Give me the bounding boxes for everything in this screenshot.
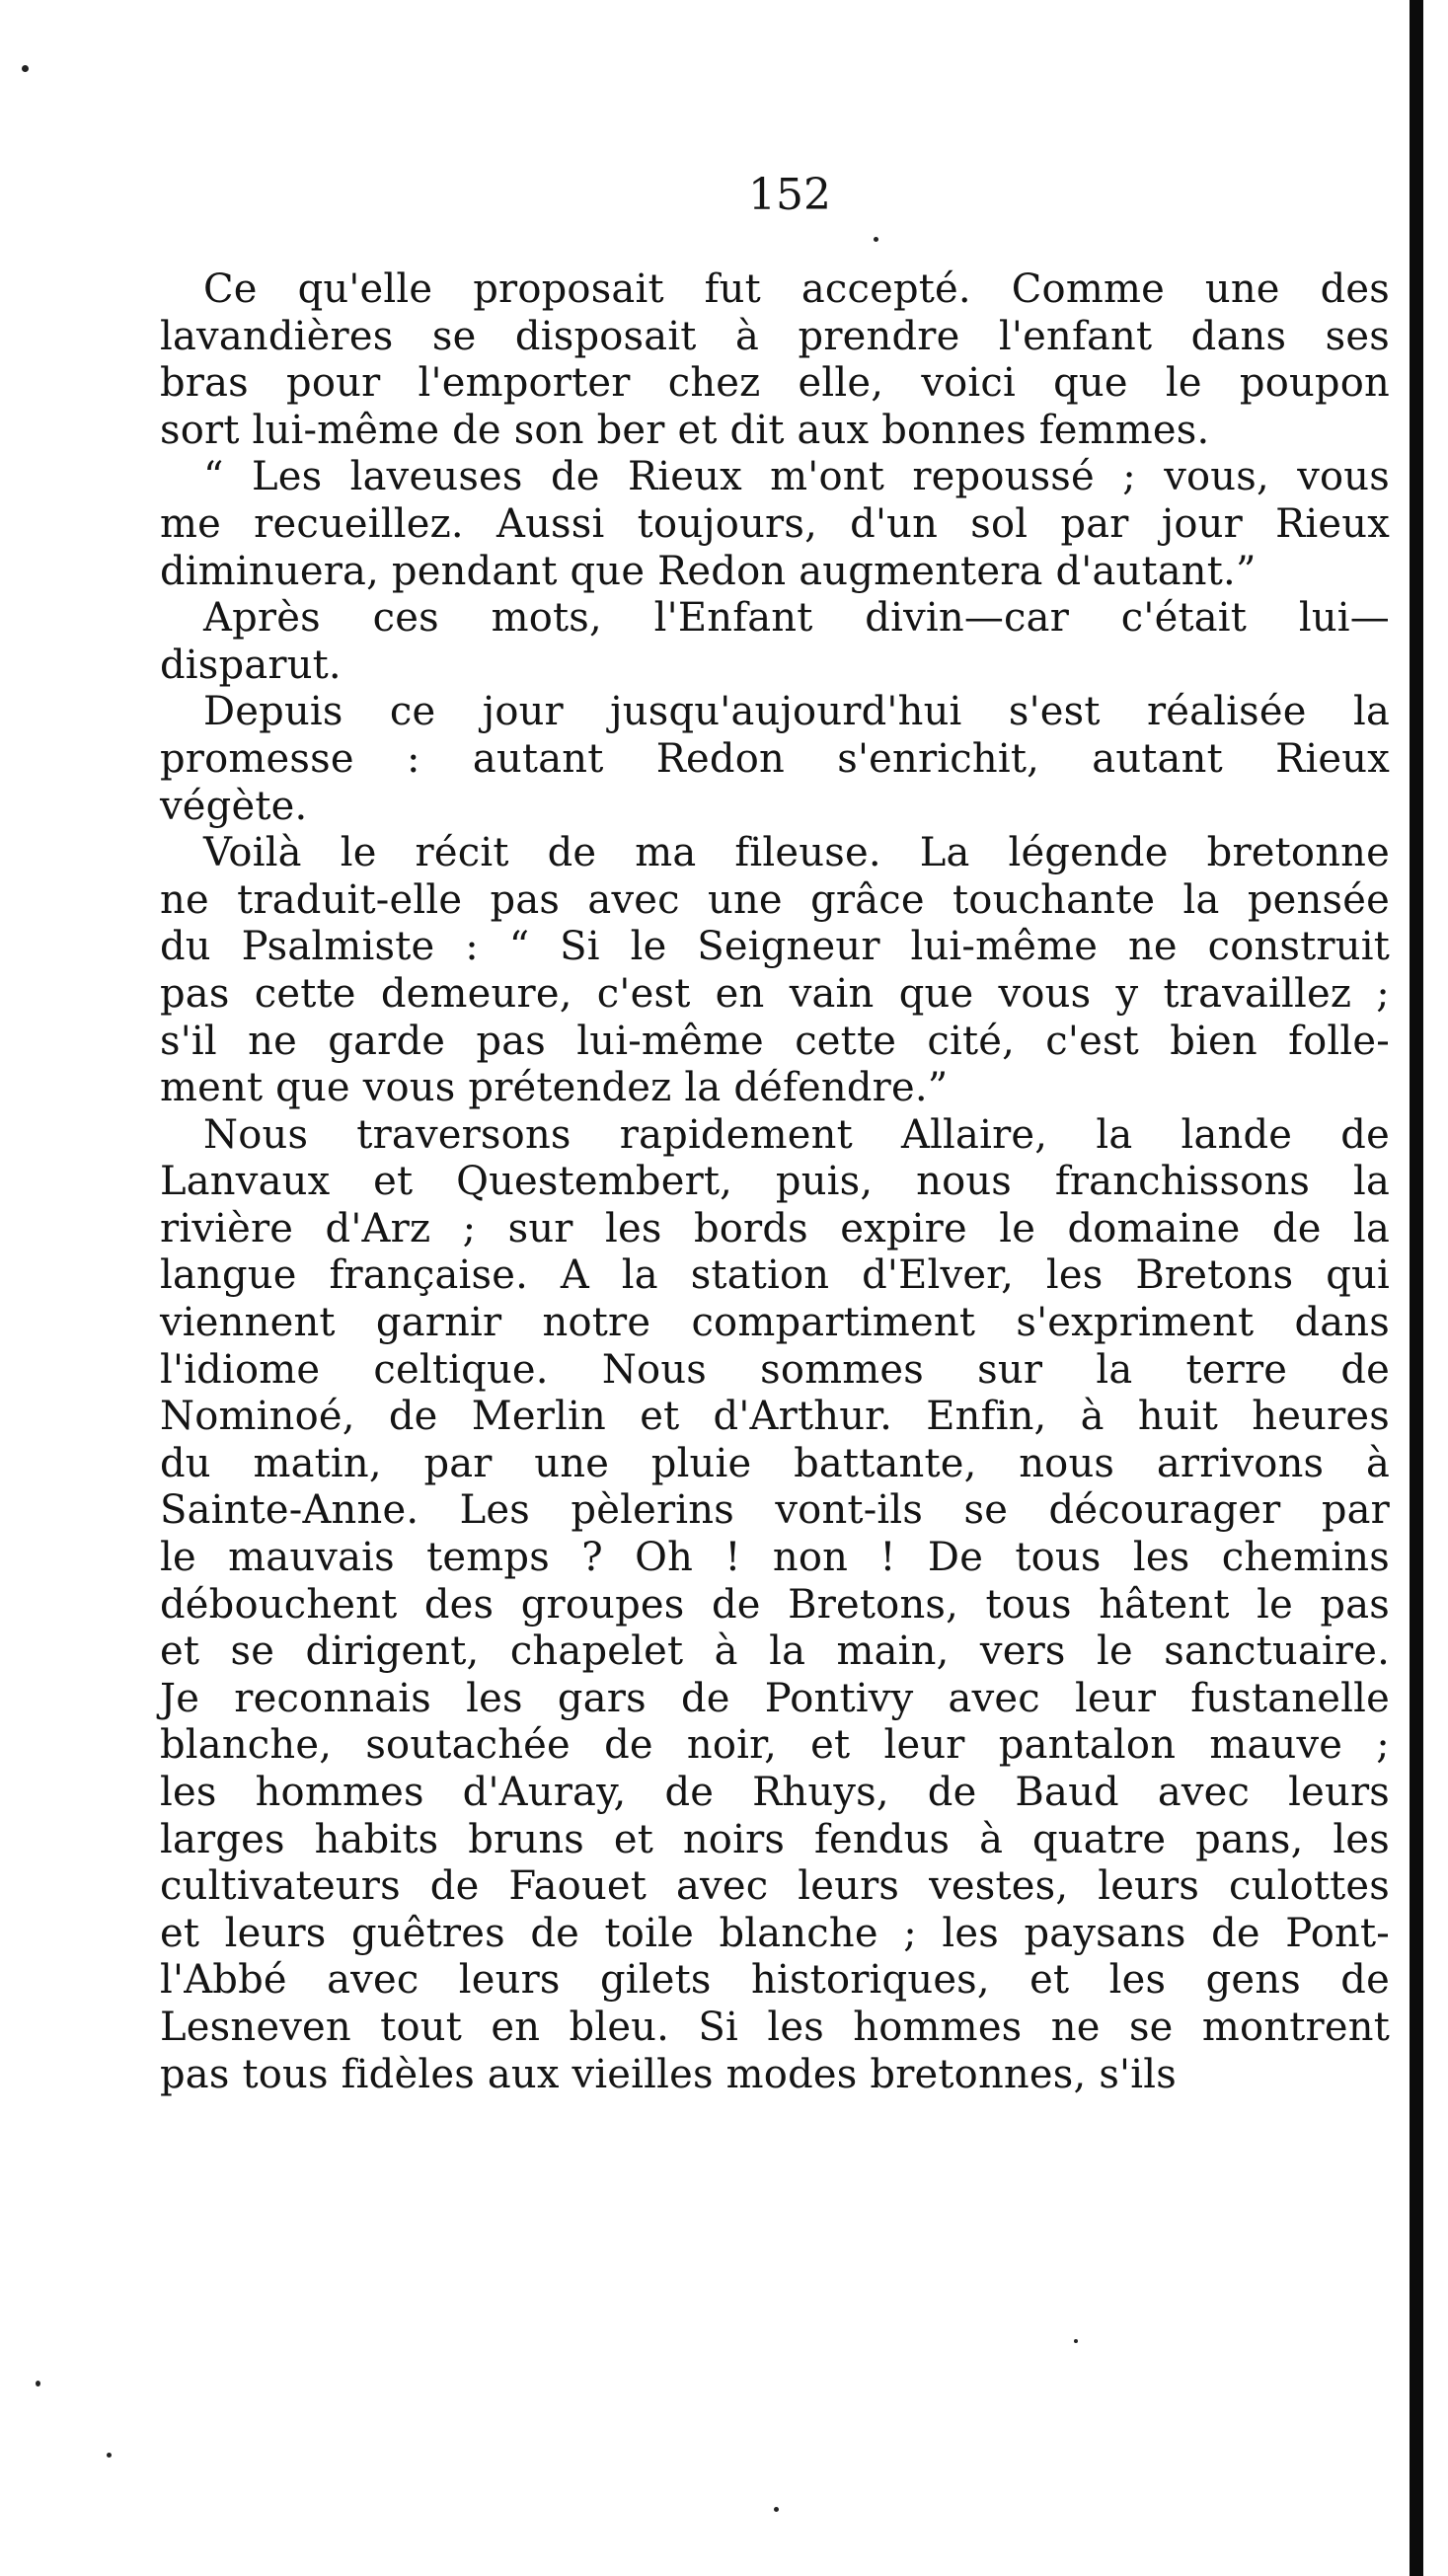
text-line: l'Abbé avec leurs gilets historiques, et les gens de bbox=[160, 1957, 1390, 2004]
text-line: promesse : autant Redon s'enrichit, autant Rieux bbox=[160, 735, 1390, 782]
paragraph bbox=[116, 1112, 1390, 2098]
text-line: Lesneven tout en bleu. Si les hommes ne se montrent bbox=[160, 2004, 1390, 2050]
text-line: larges habits bruns et noirs fendus à quatre pans, les bbox=[160, 1816, 1390, 1862]
paragraph bbox=[116, 595, 1390, 689]
text-line: diminuera, pendant que Redon augmentera d'autant.” bbox=[160, 548, 1257, 594]
text-line: langue française. A la station d'Elver, les Bretons qui bbox=[160, 1252, 1390, 1299]
text-line: Lanvaux et Questembert, puis, nous franchissons la bbox=[160, 1159, 1390, 1205]
text-line: les hommes d'Auray, de Rhuys, de Baud avec leurs bbox=[160, 1770, 1390, 1815]
text-line: rivière d'Arz ; sur les bords expire le domaine de la bbox=[160, 1205, 1390, 1251]
text-line: blanche, soutachée de noir, et leur pantalon mauve ; bbox=[160, 1722, 1390, 1769]
scan-speck bbox=[107, 2453, 112, 2458]
scan-speck bbox=[36, 2381, 40, 2387]
text-line: cultivateurs de Faouet avec leurs vestes, leurs culottes bbox=[160, 1863, 1390, 1910]
page-number: 152 bbox=[748, 170, 831, 220]
text-line: Voilà le récit de ma fileuse. La légende bretonne bbox=[203, 830, 1390, 876]
text-line: viennent garnir notre compartiment s'expriment dans bbox=[160, 1300, 1390, 1346]
paragraph bbox=[116, 830, 1390, 1112]
text-line: “ Les laveuses de Rieux m'ont repoussé ; vous, vous bbox=[203, 454, 1390, 500]
text-line: le mauvais temps ? Oh ! non ! De tous les chemins bbox=[160, 1535, 1390, 1581]
page-text bbox=[116, 266, 1390, 2098]
text-line: du matin, par une pluie battante, nous arrivons à bbox=[160, 1440, 1390, 1486]
text-line: s'il ne garde pas lui-même cette cité, c'est bien folle- bbox=[160, 1018, 1390, 1064]
paragraph bbox=[116, 266, 1390, 454]
text-line: végète. bbox=[160, 783, 308, 829]
text-line: disparut. bbox=[160, 642, 342, 688]
text-line: et se dirigent, chapelet à la main, vers le sanctuaire. bbox=[160, 1629, 1390, 1675]
paragraph bbox=[116, 689, 1390, 830]
scan-speck bbox=[1074, 2339, 1078, 2343]
scan-edge-shadow bbox=[1410, 0, 1423, 2576]
text-line: l'idiome celtique. Nous sommes sur la terre de bbox=[160, 1346, 1390, 1393]
text-line: Depuis ce jour jusqu'aujourd'hui s'est réalisée la bbox=[203, 689, 1390, 735]
text-line: Ce qu'elle proposait fut accepté. Comme une des bbox=[203, 266, 1390, 312]
text-line: pas cette demeure, c'est en vain que vous y travaillez ; bbox=[160, 970, 1390, 1017]
scan-speck bbox=[874, 237, 878, 242]
text-line: me recueillez. Aussi toujours, d'un sol par jour Rieux bbox=[160, 500, 1390, 547]
text-line: Sainte-Anne. Les pèlerins vont-ils se décourager par bbox=[160, 1487, 1390, 1534]
text-line: du Psalmiste : “ Si le Seigneur lui-même ne construit bbox=[160, 924, 1390, 970]
text-line: bras pour l'emporter chez elle, voici que le poupon bbox=[160, 360, 1390, 407]
text-line: Je reconnais les gars de Pontivy avec leur fustanelle bbox=[160, 1675, 1390, 1721]
text-line: sort lui-même de son ber et dit aux bonnes femmes. bbox=[160, 407, 1210, 453]
scan-speck bbox=[774, 2507, 779, 2512]
text-line: ment que vous prétendez la défendre.” bbox=[160, 1065, 949, 1111]
text-line: pas tous fidèles aux vieilles modes bretonnes, s'ils bbox=[160, 2051, 1177, 2097]
text-line: et leurs guêtres de toile blanche ; les paysans de Pont- bbox=[160, 1910, 1390, 1956]
text-line: débouchent des groupes de Bretons, tous hâtent le pas bbox=[160, 1581, 1390, 1628]
text-line: ne traduit-elle pas avec une grâce touchante la pensée bbox=[160, 876, 1390, 923]
paragraph bbox=[116, 454, 1390, 595]
text-line: Après ces mots, l'Enfant divin—car c'était lui— bbox=[203, 595, 1390, 642]
text-line: lavandières se disposait à prendre l'enfant dans ses bbox=[160, 313, 1390, 359]
text-line: Nous traversons rapidement Allaire, la lande de bbox=[203, 1111, 1390, 1158]
text-line: Nominoé, de Merlin et d'Arthur. Enfin, à huit heures bbox=[160, 1394, 1390, 1440]
scan-speck bbox=[22, 65, 29, 72]
